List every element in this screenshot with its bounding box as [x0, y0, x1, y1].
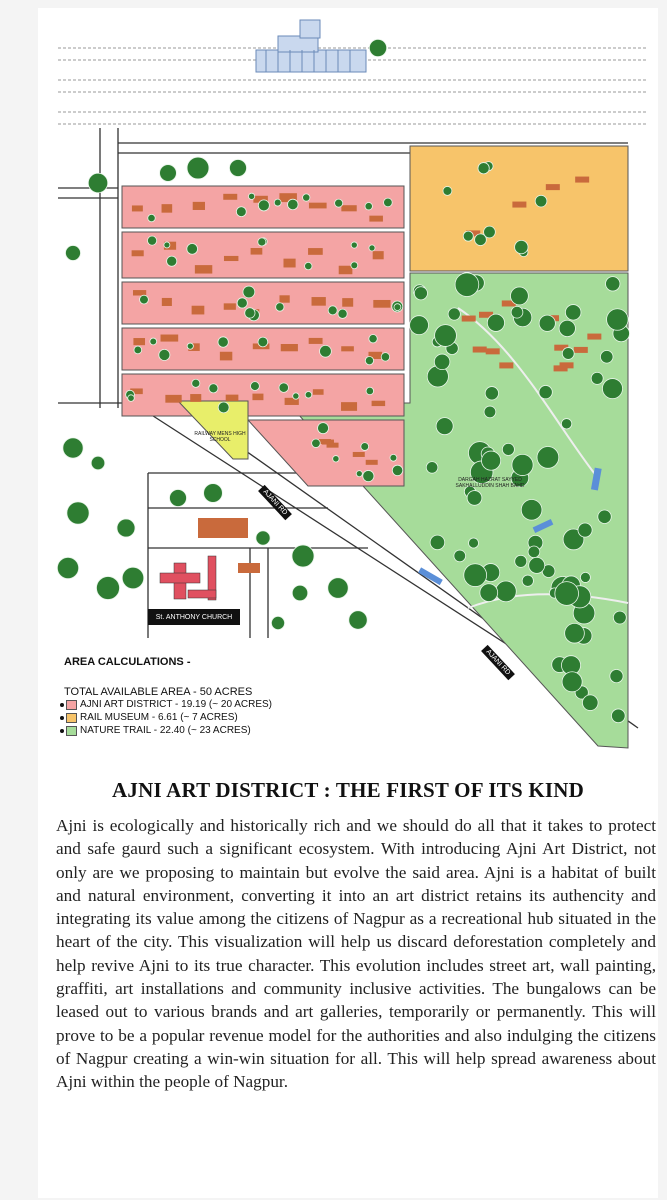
tree-icon — [369, 245, 375, 251]
tree-icon — [248, 193, 254, 199]
tree-icon — [561, 419, 571, 429]
tree-icon — [394, 304, 401, 311]
tree-icon — [274, 199, 281, 206]
tree-icon — [303, 194, 310, 201]
tree-icon — [363, 470, 374, 481]
tree-icon — [591, 372, 603, 384]
legend-item-label: RAIL MUSEUM - 6.61 (~ 7 ACRES) — [80, 712, 238, 723]
tree-icon — [96, 576, 119, 599]
tree-icon — [610, 670, 623, 683]
tree-icon — [515, 555, 527, 567]
tree-icon — [611, 709, 625, 723]
bullet-icon — [60, 703, 64, 707]
tree-icon — [484, 406, 496, 418]
tree-icon — [250, 382, 259, 391]
building — [512, 202, 526, 208]
tree-icon — [369, 335, 377, 343]
tree-icon — [454, 550, 466, 562]
tree-icon — [607, 309, 629, 331]
tree-icon — [502, 443, 514, 455]
building — [341, 346, 354, 351]
tree-icon — [122, 567, 144, 589]
tree-icon — [384, 198, 393, 207]
tree-icon — [559, 320, 575, 336]
bullet-icon — [60, 729, 64, 733]
building — [226, 395, 239, 401]
building — [587, 334, 601, 340]
tree-icon — [434, 354, 450, 370]
tree-icon — [464, 564, 487, 587]
legend-item-label: NATURE TRAIL - 22.40 (~ 23 ACRES) — [80, 725, 251, 736]
tree-icon — [426, 462, 438, 474]
tree-icon — [430, 535, 445, 550]
tree-icon — [600, 350, 613, 363]
tree-icon — [338, 309, 347, 318]
tree-icon — [529, 557, 545, 573]
building — [162, 204, 173, 213]
tree-icon — [147, 236, 156, 245]
tree-icon — [443, 186, 452, 195]
railway-school-label: RAILWAY MENS HIGH SCHOOL — [194, 431, 246, 443]
tree-icon — [148, 214, 155, 221]
tree-icon — [328, 578, 348, 598]
legend-item-label: AJNI ART DISTRICT - 19.19 (~ 20 ACRES) — [80, 699, 273, 710]
tree-icon — [271, 616, 284, 629]
school-zone — [178, 401, 248, 459]
building — [223, 194, 237, 200]
tree-icon — [392, 465, 403, 476]
tree-icon — [463, 231, 473, 241]
tree-icon — [481, 451, 500, 470]
building — [252, 394, 263, 401]
tree-icon — [522, 575, 533, 586]
tree-icon — [613, 611, 626, 624]
tree-icon — [237, 298, 247, 308]
tree-icon — [160, 165, 177, 182]
tree-icon — [318, 423, 329, 434]
building — [195, 265, 212, 273]
tree-icon — [63, 438, 83, 458]
legend-title: AREA CALCULATIONS - — [64, 656, 191, 668]
tree-icon — [535, 195, 547, 207]
building — [574, 347, 588, 353]
tree-icon — [349, 611, 367, 629]
road-label-ajani-2: AJANI RD — [481, 645, 515, 680]
site-plan-drawing — [38, 8, 658, 768]
site-map — [38, 8, 658, 768]
tree-icon — [528, 546, 540, 558]
tree-icon — [598, 510, 611, 523]
building — [251, 248, 263, 255]
tree-icon — [511, 306, 523, 318]
tree-icon — [537, 447, 559, 469]
building — [309, 203, 327, 209]
building — [473, 347, 487, 353]
building — [342, 298, 353, 307]
tree-icon — [243, 286, 255, 298]
building — [165, 395, 181, 403]
tree-icon — [67, 502, 89, 524]
swatch-nature-trail — [66, 726, 77, 736]
building — [462, 316, 476, 322]
tree-icon — [258, 200, 269, 211]
tree-icon — [159, 349, 170, 360]
building — [341, 402, 357, 411]
tree-icon — [292, 545, 314, 567]
tree-icon — [192, 379, 200, 387]
article-paragraph: Ajni is ecologically and historically rich and we should do all that it takes to protect and safe gaurd such a significant ecosystem. With introducing Ajni Art District, not only are we proposing to maintain but evolve the said area. Ajni is a habitat of built and natural environment, converting it into an art district retains its authencity and integrating its value among the citizens of Nagpur as a recreational hub situated in the heart of the city. This visualization will help us discard deforestation completely and help revive Ajni to its true character. This evolution includes street art, wall painting, graffiti, art installations and community inclusive activities. The bungalows can be leased out to various brands and art galleries, temporarily or permanently. This will prove to be a popular revenue model for the authorities and also indulging the citizens of Nagpur creating a win-win situation for all. This will help spread awareness about Ajni within the people of Nagpur. — [56, 816, 656, 1092]
building — [308, 248, 323, 255]
tree-icon — [258, 337, 268, 347]
tree-icon — [510, 287, 528, 305]
tree-icon — [335, 199, 343, 207]
tree-icon — [293, 393, 299, 399]
building — [279, 295, 289, 302]
bullet-icon — [60, 716, 64, 720]
building — [162, 298, 172, 306]
building — [372, 401, 386, 406]
tree-icon — [204, 484, 223, 503]
tree-icon — [480, 584, 498, 602]
tree-icon — [410, 316, 429, 335]
page — [38, 8, 658, 1198]
building — [322, 440, 334, 445]
tree-icon — [435, 325, 457, 347]
tree-icon — [328, 306, 337, 315]
tree-icon — [361, 443, 369, 451]
building — [190, 394, 201, 402]
building — [373, 251, 384, 259]
building — [309, 338, 323, 344]
tree-icon — [356, 471, 362, 477]
station-building — [256, 20, 366, 72]
tree-icon — [555, 582, 579, 606]
tree-icon — [276, 303, 284, 311]
tree-icon — [169, 489, 186, 506]
tree-icon — [478, 163, 489, 174]
building — [283, 259, 295, 268]
article-heading: AJNI ART DISTRICT : THE FIRST OF ITS KIND — [112, 778, 584, 802]
tree-icon — [187, 157, 209, 179]
tree-icon — [521, 499, 542, 520]
building — [366, 460, 378, 465]
building — [353, 452, 365, 457]
area-legend — [64, 656, 272, 737]
tree-icon — [305, 391, 312, 398]
building — [560, 362, 574, 368]
building — [192, 306, 205, 315]
tree-icon — [365, 203, 372, 210]
building — [132, 250, 144, 256]
tree-icon — [496, 581, 517, 602]
tree-icon — [164, 242, 170, 248]
tree-icon — [484, 226, 496, 238]
tree-icon — [366, 387, 373, 394]
tree-icon — [582, 695, 598, 711]
tree-icon — [229, 159, 246, 176]
tree-icon — [606, 277, 620, 291]
tree-icon — [88, 173, 107, 192]
tree-icon — [365, 357, 373, 365]
building — [546, 184, 560, 190]
church-label: St. ANTHONY CHURCH — [148, 609, 240, 625]
tree-icon — [381, 353, 389, 361]
tree-icon — [305, 262, 312, 269]
tree-icon — [57, 557, 78, 578]
tree-icon — [167, 256, 177, 266]
building — [198, 518, 248, 538]
building — [220, 352, 232, 361]
swatch-rail-museum — [66, 713, 77, 723]
tree-icon — [292, 585, 308, 601]
tree-icon — [288, 199, 299, 210]
church-building — [160, 556, 216, 600]
tree-icon — [539, 385, 552, 398]
tree-icon — [369, 39, 386, 56]
tree-icon — [140, 295, 149, 304]
road-label-ajani-1: AJANI RD — [258, 485, 292, 520]
building — [224, 303, 236, 309]
tree-icon — [448, 308, 460, 320]
building — [369, 216, 383, 222]
building — [341, 205, 356, 211]
legend-item-rail-museum — [60, 711, 272, 724]
tree-icon — [209, 384, 218, 393]
tree-icon — [602, 379, 622, 399]
building — [193, 202, 205, 210]
building — [313, 389, 324, 395]
swatch-art-district — [66, 700, 77, 710]
tree-icon — [65, 245, 80, 260]
building — [281, 344, 298, 351]
article-body — [56, 814, 656, 1094]
tree-icon — [578, 523, 592, 537]
tree-icon — [218, 402, 229, 413]
tree-icon — [467, 491, 482, 506]
legend-item-nature-trail — [60, 724, 272, 737]
tree-icon — [580, 572, 590, 582]
tree-icon — [245, 308, 255, 318]
building — [499, 362, 513, 368]
building — [486, 348, 500, 354]
tree-icon — [414, 287, 427, 300]
building — [224, 256, 238, 261]
tree-icon — [469, 538, 479, 548]
building — [339, 266, 353, 274]
tree-icon — [390, 454, 397, 461]
tree-icon — [218, 337, 228, 347]
building — [238, 563, 260, 573]
tree-icon — [187, 343, 193, 349]
building — [132, 205, 143, 211]
building — [133, 338, 145, 345]
tree-icon — [565, 623, 585, 643]
tree-icon — [487, 314, 504, 331]
tree-icon — [236, 207, 246, 217]
building — [161, 335, 179, 342]
dargah-label: DARGAH HAZRAT SAYYED SAKHALLUDDIN SHAH BAHD — [455, 477, 525, 489]
tree-icon — [351, 242, 357, 248]
tree-icon — [320, 345, 332, 357]
tree-icon — [91, 456, 105, 470]
tree-icon — [134, 346, 142, 354]
legend-item-art-district — [60, 698, 272, 711]
tree-icon — [258, 238, 266, 246]
tree-icon — [187, 244, 198, 255]
tree-icon — [351, 262, 358, 269]
tree-icon — [539, 315, 555, 331]
tree-icon — [150, 338, 157, 345]
legend-total: TOTAL AVAILABLE AREA - 50 ACRES — [64, 686, 253, 698]
tree-icon — [117, 519, 135, 537]
tree-icon — [128, 395, 135, 402]
tree-icon — [565, 305, 581, 321]
tree-icon — [512, 454, 533, 475]
tree-icon — [256, 531, 270, 545]
tree-icon — [455, 273, 479, 297]
tree-icon — [562, 672, 582, 692]
tree-icon — [312, 439, 321, 448]
building — [312, 297, 326, 306]
building — [373, 300, 390, 308]
building — [575, 177, 589, 183]
tree-icon — [279, 383, 289, 393]
building — [133, 290, 146, 295]
tree-icon — [333, 456, 339, 462]
tree-icon — [562, 348, 574, 360]
tree-icon — [485, 387, 498, 400]
tree-icon — [436, 418, 453, 435]
tree-icon — [515, 240, 528, 253]
